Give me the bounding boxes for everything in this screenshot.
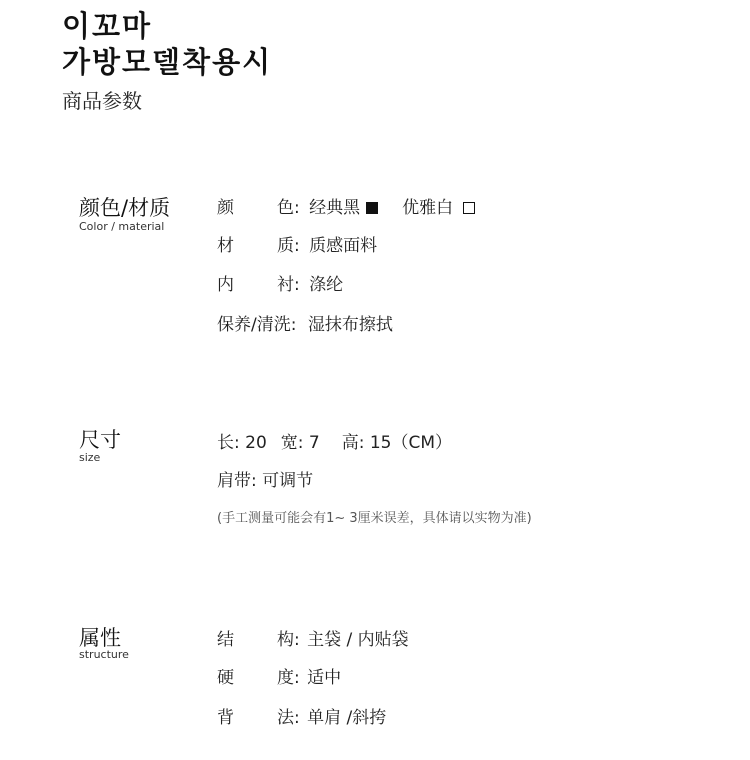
row-structure-value: 主袋 / 内贴袋 <box>307 630 409 650</box>
section-title-size: 尺寸 <box>79 428 121 452</box>
strap-text: 肩带: 可调节 <box>217 471 314 491</box>
title-line-1: 이꼬마 <box>62 9 153 43</box>
row-hardness-value: 适中 <box>307 668 342 688</box>
row-hardness-label-a: 硬 <box>217 668 234 688</box>
row-care-label: 保养/清洗: <box>217 315 297 335</box>
row-care <box>217 310 393 335</box>
row-material-value: 质感面料 <box>309 236 378 256</box>
row-color <box>217 193 475 218</box>
white-swatch-icon <box>463 202 475 214</box>
color-value-white: 优雅白 <box>402 198 454 218</box>
row-material <box>217 231 377 256</box>
row-lining-label-b: 衬: <box>277 275 300 295</box>
row-strap <box>217 466 313 491</box>
row-care-value: 湿抹布擦拭 <box>307 315 393 335</box>
section-subtitle-size: size <box>79 451 101 464</box>
row-structure-label-a: 结 <box>217 630 234 650</box>
measurement-note: (手工测量可能会有1~ 3厘米误差，具体请以实物为准) <box>217 511 532 526</box>
section-subtitle-property: structure <box>79 648 129 661</box>
row-dimensions <box>217 428 452 453</box>
row-carry-label-b: 法: <box>277 708 300 728</box>
row-hardness-label-b: 度: <box>277 668 300 688</box>
row-lining-value: 涤纶 <box>309 275 344 295</box>
dimension-width: 宽: 7 <box>280 433 320 453</box>
row-color-label-b: 色: <box>277 198 300 218</box>
row-lining-label-a: 内 <box>217 275 234 295</box>
row-structure-label-b: 构: <box>277 630 300 650</box>
black-swatch-icon <box>366 202 378 214</box>
row-color-label-a: 颜 <box>217 198 234 218</box>
section-title-color-material: 颜色/材质 <box>79 196 171 220</box>
row-carry-value: 单肩 /斜挎 <box>307 708 387 728</box>
row-hardness <box>217 663 341 688</box>
dimension-height: 高: 15（CM） <box>341 433 453 453</box>
title-line-2: 가방모델착용시 <box>62 45 273 79</box>
section-subtitle-color-material: Color / material <box>79 220 165 233</box>
row-material-label-b: 质: <box>277 236 300 256</box>
color-value-black: 经典黑 <box>309 198 361 218</box>
dimension-length: 长: 20 <box>217 433 267 453</box>
row-lining <box>217 270 343 295</box>
row-carry <box>217 703 386 728</box>
row-carry-label-a: 背 <box>217 708 234 728</box>
row-structure <box>217 625 409 650</box>
row-material-label-a: 材 <box>217 236 234 256</box>
section-title-property: 属性 <box>79 626 121 650</box>
page-subtitle: 商品参数 <box>62 89 142 113</box>
